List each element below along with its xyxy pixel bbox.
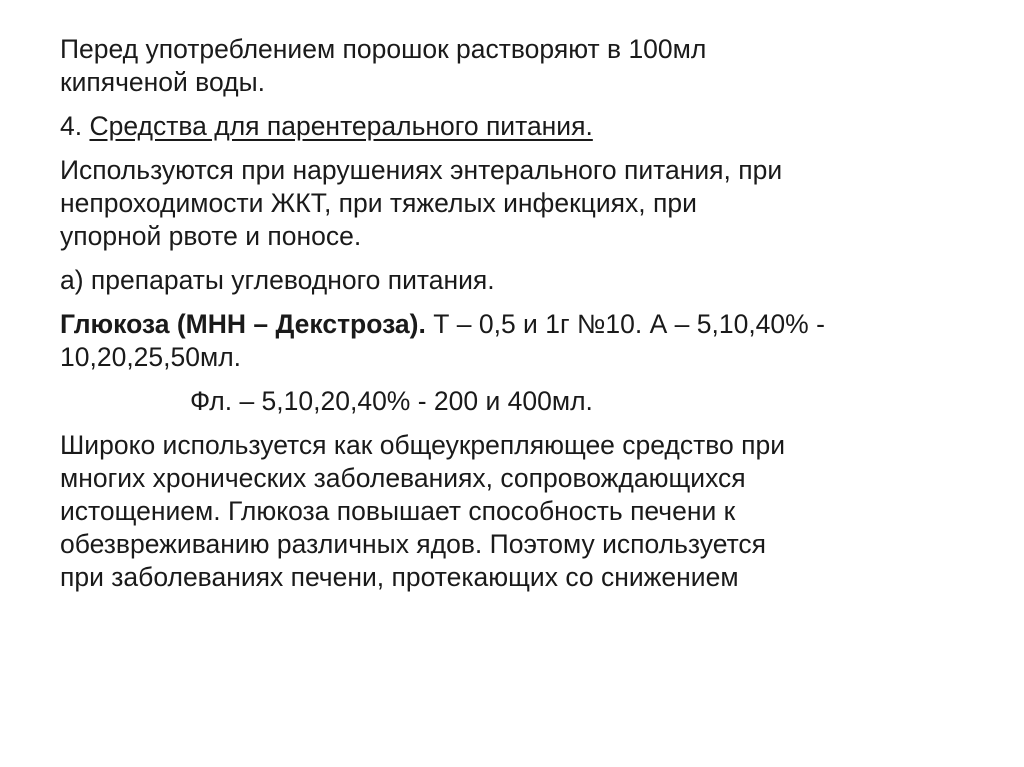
paragraph-indications — [60, 154, 990, 253]
text-line: при заболеваниях печени, протекающих со снижением — [60, 562, 739, 592]
text-line: кипяченой воды. — [60, 67, 265, 97]
text-line: Перед употреблением порошок растворяют в 100мл — [60, 34, 707, 64]
slide-content — [60, 33, 990, 605]
subsection-carbohydrate — [60, 264, 990, 297]
paragraph-glucose-forms — [60, 308, 990, 374]
paragraph-vials — [60, 385, 990, 418]
section-number: 4. — [60, 111, 90, 141]
text-line: 10,20,25,50мл. — [60, 342, 242, 372]
text-line — [60, 308, 990, 341]
dosage-forms: Т – 0,5 и 1г №10. А – 5,10,40% - — [425, 309, 825, 339]
paragraph-glucose-usage — [60, 429, 990, 594]
section-title: Средства для парентерального питания. — [89, 111, 593, 141]
text-line: Широко используется как общеукрепляющее средство при — [60, 430, 786, 460]
text-line: непроходимости ЖКТ, при тяжелых инфекциях, при — [60, 188, 697, 218]
text-line: истощением. Глюкоза повышает способность печени к — [60, 496, 736, 526]
text-line: обезвреживанию различных ядов. Поэтому используется — [60, 529, 767, 559]
drug-name: Глюкоза (МНН – Декстроза). — [60, 309, 426, 339]
text-line: Используются при нарушениях энтерального питания, при — [60, 155, 783, 185]
text-line: а) препараты углеводного питания. — [60, 265, 495, 295]
text-line: многих хронических заболеваниях, сопровождающихся — [60, 463, 746, 493]
text-line: Фл. – 5,10,20,40% - 200 и 400мл. — [190, 386, 593, 416]
paragraph-powder-preparation — [60, 33, 990, 99]
section-heading-parenteral — [60, 110, 990, 143]
text-line: упорной рвоте и поносе. — [60, 221, 362, 251]
